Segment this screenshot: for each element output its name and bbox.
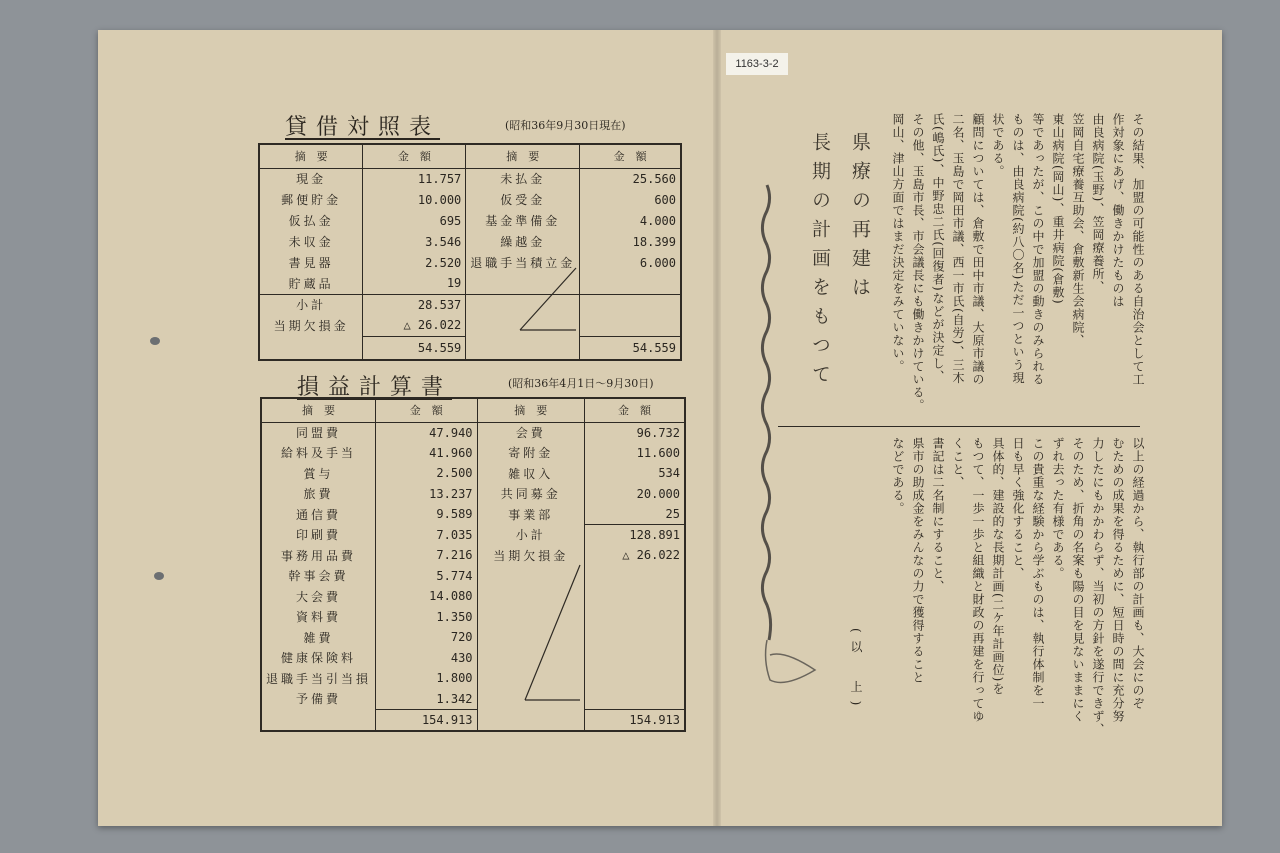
amount-cell: 6.000 xyxy=(580,252,681,273)
amount-cell: 1.800 xyxy=(376,668,478,689)
amount-cell: 11.600 xyxy=(585,443,685,464)
account-name: 未収金 xyxy=(259,231,363,252)
account-name: 賞与 xyxy=(261,463,376,484)
account-name: 幹事会費 xyxy=(261,566,376,587)
amount-cell: 7.216 xyxy=(376,545,478,566)
text-line: 笠岡自宅療養互助会、倉敷新生会病院、 xyxy=(1071,113,1085,347)
text-line: そのため、折角の名案も陽の目を見ないままにく xyxy=(1071,437,1085,723)
account-name: 大会費 xyxy=(261,586,376,607)
total-amount: 154.913 xyxy=(585,709,685,731)
text-line: 顧問については、倉敷で田中市議、大原市議の xyxy=(971,113,985,386)
deficit-amount: △ 26.022 xyxy=(363,315,466,336)
amount-cell: 1.342 xyxy=(376,689,478,710)
subtotal-amount: 28.537 xyxy=(363,294,466,315)
account-name: 繰越金 xyxy=(466,231,580,252)
balance-sheet-title: 貸借対照表 xyxy=(285,115,441,140)
binding-cord xyxy=(755,180,825,700)
text-line: 具体的、建設的な長期計画(二ケ年計画位)を xyxy=(991,437,1005,696)
account-name: 仮払金 xyxy=(259,210,363,231)
amount-cell: 3.546 xyxy=(363,231,466,252)
heading-line: 県療の再建は xyxy=(849,132,871,306)
amount-cell: 720 xyxy=(376,627,478,648)
amount-cell: 13.237 xyxy=(376,484,478,505)
text-line: 力したにもかかわらず、当初の方針を遂行できず、 xyxy=(1091,437,1105,736)
account-name: 健康保険料 xyxy=(261,648,376,669)
lower-paragraph xyxy=(878,437,1148,757)
amount-cell: 5.774 xyxy=(376,566,478,587)
deficit-amount: △ 26.022 xyxy=(585,545,685,566)
account-name: 資料費 xyxy=(261,607,376,628)
account-name: 貯蔵品 xyxy=(259,273,363,294)
section-divider xyxy=(778,426,1140,427)
column-header: 摘 要 xyxy=(466,144,580,168)
amount-cell: 695 xyxy=(363,210,466,231)
amount-cell: 41.960 xyxy=(376,443,478,464)
account-name: 退職手当積立金 xyxy=(466,252,580,273)
text-line: 状である。 xyxy=(991,113,1005,178)
account-name: 通信費 xyxy=(261,504,376,525)
account-name: 書見器 xyxy=(259,252,363,273)
amount-cell: 14.080 xyxy=(376,586,478,607)
amount-cell: 600 xyxy=(580,189,681,210)
account-name: 退職手当引当損 xyxy=(261,668,376,689)
amount-cell: 96.732 xyxy=(585,422,685,443)
subtotal-label: 小計 xyxy=(259,294,363,315)
text-line: その他、玉島市長、市会議長にも働きかけている。 xyxy=(911,113,925,412)
text-line: ものは、由良病院(約八〇名)ただ一つという現 xyxy=(1011,113,1025,385)
total-amount: 154.913 xyxy=(376,709,478,731)
amount-cell: 430 xyxy=(376,648,478,669)
account-name: 郵便貯金 xyxy=(259,189,363,210)
column-header: 摘 要 xyxy=(259,144,363,168)
heading-line: 長期の計画をもつて xyxy=(809,132,831,393)
amount-cell: 10.000 xyxy=(363,189,466,210)
deficit-label: 当期欠損金 xyxy=(477,545,584,566)
account-name: 基金準備金 xyxy=(466,210,580,231)
account-name: 旅費 xyxy=(261,484,376,505)
account-name: 印刷費 xyxy=(261,525,376,546)
amount-cell: 47.940 xyxy=(376,422,478,443)
amount-cell: 7.035 xyxy=(376,525,478,546)
total-amount: 54.559 xyxy=(363,336,466,360)
text-line: 由良病院(玉野)、笠岡療養所、 xyxy=(1091,113,1105,294)
text-line: その結果、加盟の可能性のある自治会として工 xyxy=(1131,113,1145,386)
account-name: 予備費 xyxy=(261,689,376,710)
text-line: 氏(嶋氏)、中野忠二氏(回復者)などが決定し、 xyxy=(931,113,945,383)
text-line: 東山病院(岡山)、重井病院(倉敷) xyxy=(1051,113,1065,305)
text-line: くこと、 xyxy=(951,437,965,489)
amount-cell: 2.500 xyxy=(376,463,478,484)
account-name: 事業部 xyxy=(477,504,584,525)
text-line: 作対象にあげ、働きかけたものは xyxy=(1111,113,1125,308)
upper-paragraph xyxy=(878,113,1148,418)
column-header: 金 額 xyxy=(580,144,681,168)
account-name: 寄附金 xyxy=(477,443,584,464)
amount-cell: 18.399 xyxy=(580,231,681,252)
amount-cell: 4.000 xyxy=(580,210,681,231)
account-name: 未払金 xyxy=(466,168,580,189)
text-line: 等であったが、この中で加盟の動きのみられる xyxy=(1031,113,1045,386)
text-line: 以上の経過から、執行部の計画も、大会にのぞ xyxy=(1131,437,1145,710)
balance-sheet-date: (昭和36年9月30日現在) xyxy=(505,119,626,132)
column-header: 摘 要 xyxy=(477,398,584,422)
amount-cell: 25.560 xyxy=(580,168,681,189)
reference-tag: 1163-3-2 xyxy=(726,53,788,75)
account-name: 同盟費 xyxy=(261,422,376,443)
text-line: 書記は二名制にすること、 xyxy=(931,437,945,593)
text-line: もつて、一歩一歩と組織と財政の再建を行ってゆ xyxy=(971,437,985,723)
income-statement-title: 損益計算書 xyxy=(297,375,453,400)
account-name: 仮受金 xyxy=(466,189,580,210)
text-line: 二名、玉島で岡田市議、西一市氏(自労)、三木 xyxy=(951,113,965,385)
column-header: 金 額 xyxy=(363,144,466,168)
amount-cell: 534 xyxy=(585,463,685,484)
text-line: 日も早く強化すること、 xyxy=(1011,437,1025,580)
account-name: 給料及手当 xyxy=(261,443,376,464)
text-line: 県市の助成金をみんなの力で獲得すること xyxy=(911,437,925,684)
account-name: 現金 xyxy=(259,168,363,189)
account-name: 雑費 xyxy=(261,627,376,648)
amount-cell: 19 xyxy=(363,273,466,294)
income-statement-period: (昭和36年4月1日〜9月30日) xyxy=(508,377,654,390)
closing-mark: (以 上) xyxy=(849,628,863,714)
text-line: などである。 xyxy=(891,437,905,515)
text-line: 岡山、津山方面ではまだ決定をみていない。 xyxy=(891,113,905,373)
amount-cell: 11.757 xyxy=(363,168,466,189)
amount-cell: 1.350 xyxy=(376,607,478,628)
amount-cell: 20.000 xyxy=(585,484,685,505)
subtotal-amount: 128.891 xyxy=(585,525,685,546)
text-line: ずれ去った有様である。 xyxy=(1051,437,1065,580)
amount-cell: 2.520 xyxy=(363,252,466,273)
amount-cell: 9.589 xyxy=(376,504,478,525)
column-header: 金 額 xyxy=(376,398,478,422)
column-header: 金 額 xyxy=(585,398,685,422)
column-header: 摘 要 xyxy=(261,398,376,422)
text-line: むための成果を得るために、短日時の間に充分努 xyxy=(1111,437,1125,723)
amount-cell: 25 xyxy=(585,504,685,525)
account-name: 共同募金 xyxy=(477,484,584,505)
deficit-label: 当期欠損金 xyxy=(259,315,363,336)
account-name: 事務用品費 xyxy=(261,545,376,566)
account-name: 雑収入 xyxy=(477,463,584,484)
total-amount: 54.559 xyxy=(580,336,681,360)
account-name: 会費 xyxy=(477,422,584,443)
text-line: この貴重な経験から学ぶものは、執行体制を一 xyxy=(1031,437,1045,710)
subtotal-label: 小計 xyxy=(477,525,584,546)
